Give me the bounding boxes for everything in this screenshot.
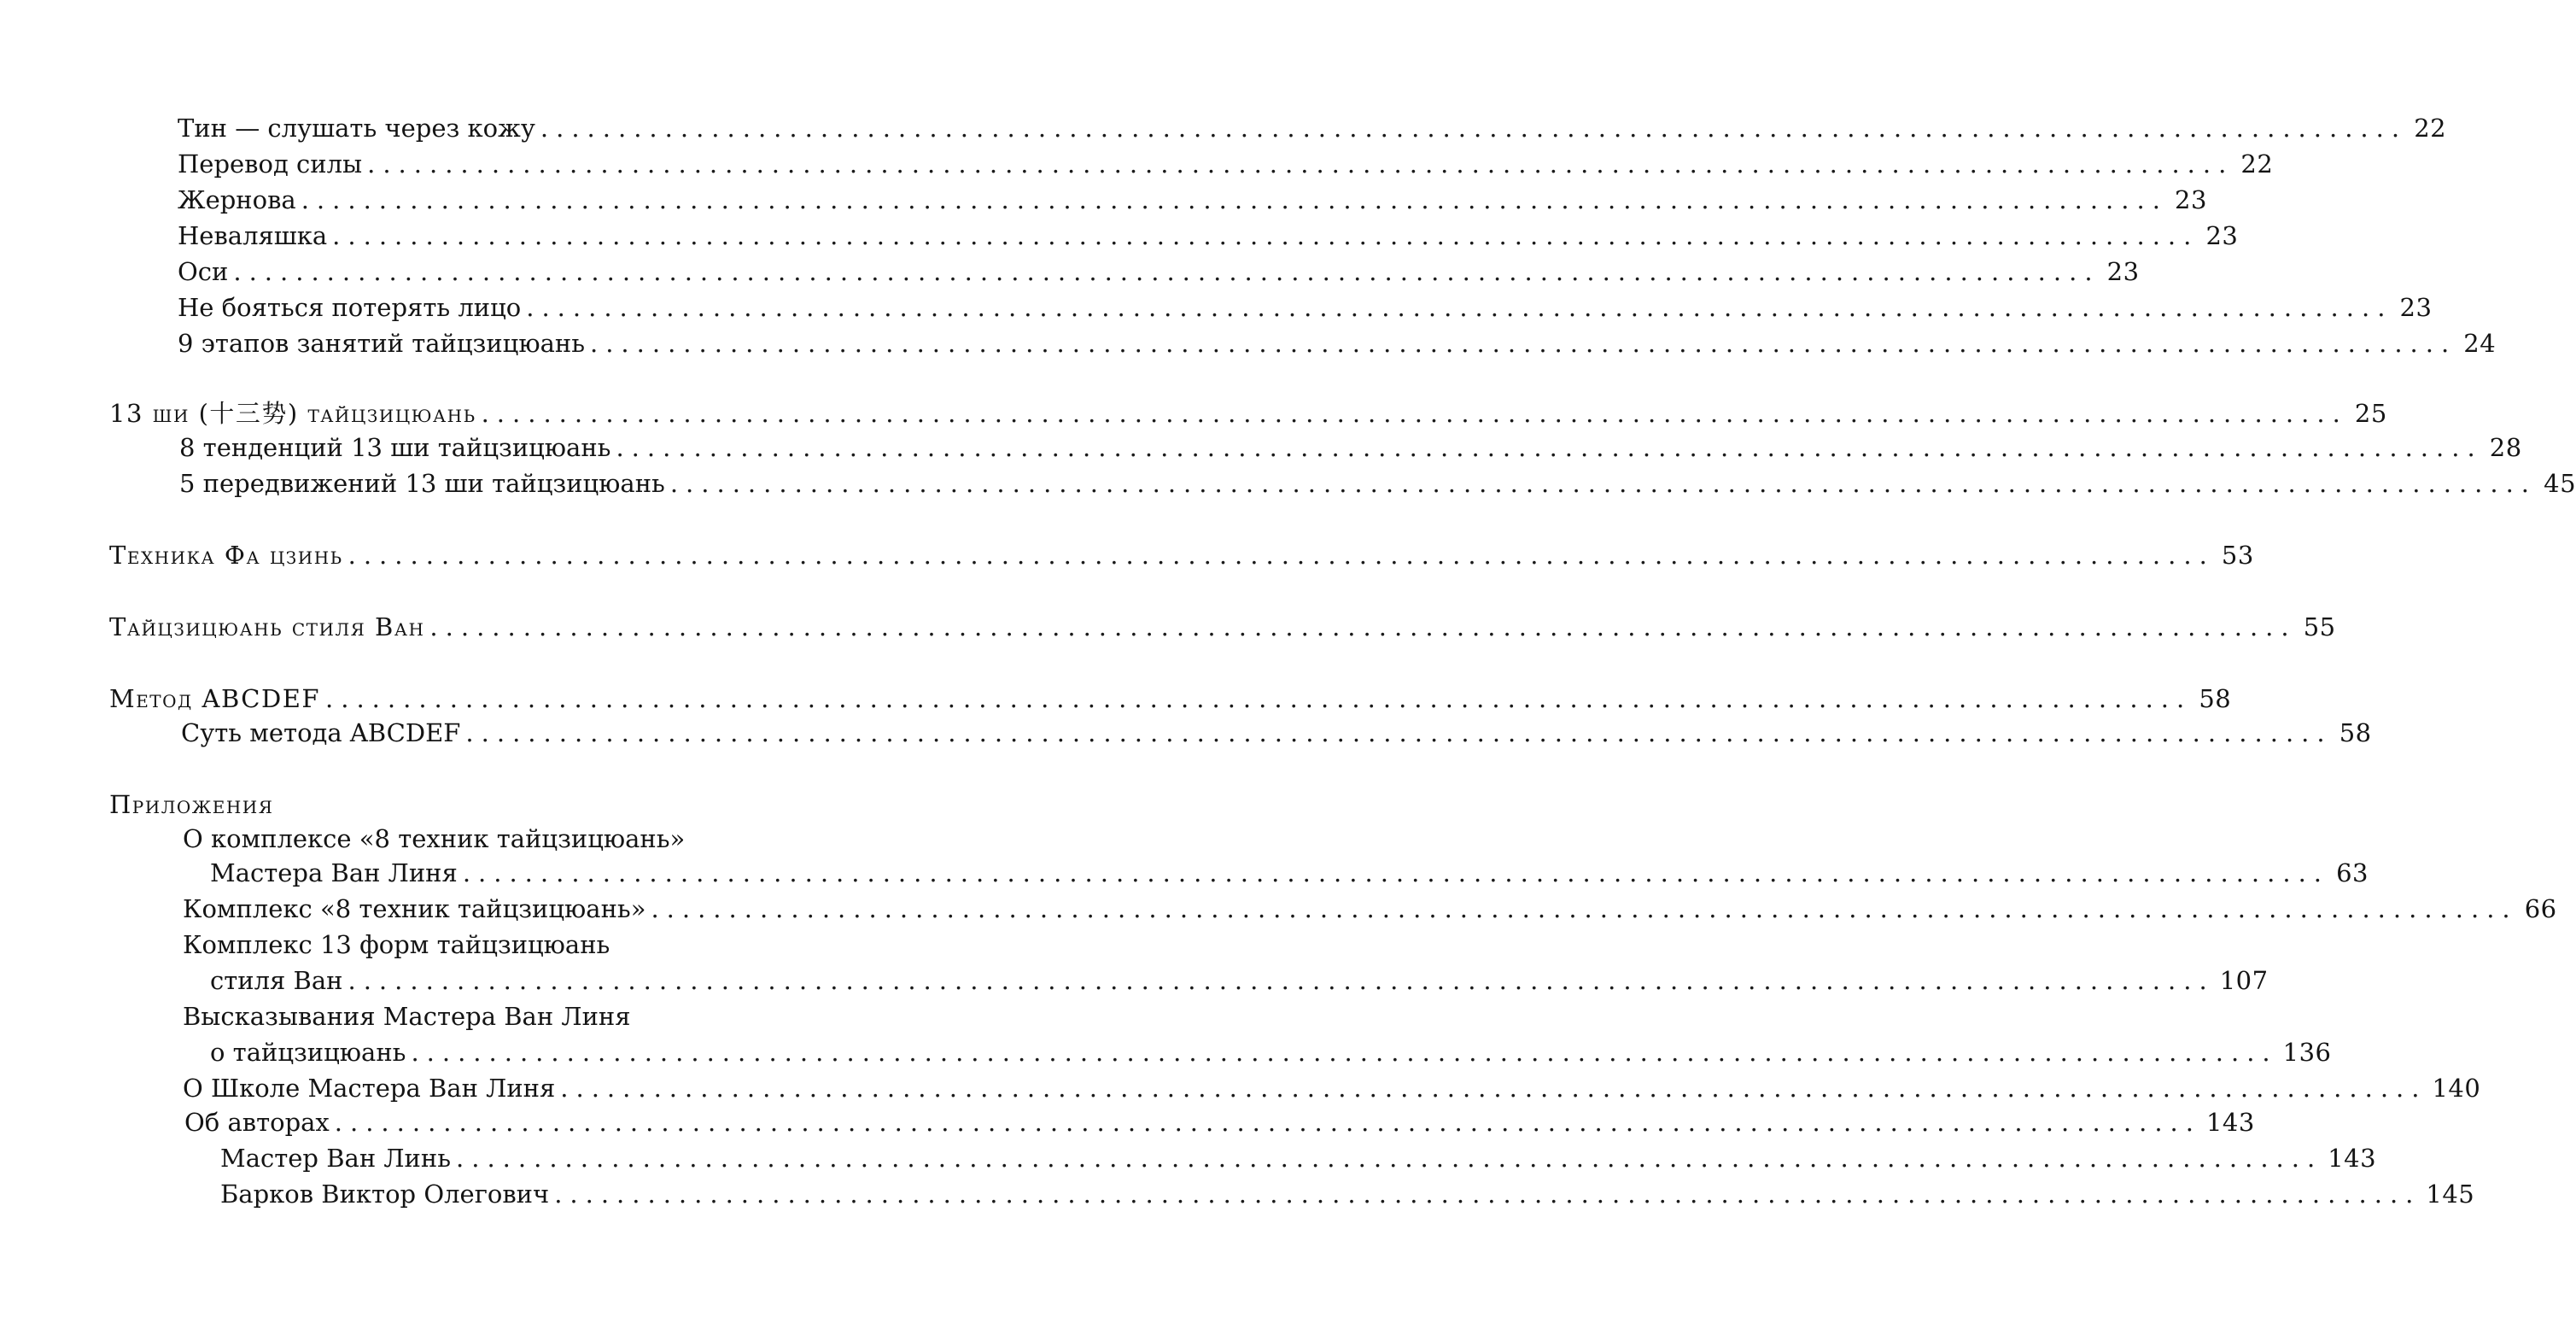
dot-leader: ........................................................................................................................ — [367, 149, 2234, 179]
toc-entry-title: Мастера Ван Линя — [210, 858, 458, 887]
toc-entry-title-line: Комплекс 13 форм тайцзицюань — [183, 930, 610, 959]
toc-section-entry — [109, 610, 2336, 644]
dot-leader: ........................................................................................................................ — [429, 612, 2297, 641]
dot-leader: ........................................................................................................................ — [554, 1180, 2421, 1209]
dot-leader: ........................................................................................................................ — [334, 1108, 2201, 1137]
toc-section-entry — [109, 538, 2254, 572]
toc-entry-title-line: О комплексе «8 техник тайцзицюань» — [183, 824, 686, 853]
toc-entry-title: Неваляшка — [178, 221, 328, 250]
toc-entry-title: Комплекс «8 техник тайцзицюань» — [183, 894, 646, 923]
toc-entry-page: 66 — [2524, 894, 2557, 923]
toc-entry-page: 143 — [2205, 1108, 2255, 1137]
dot-leader: ........................................................................................................................ — [348, 541, 2215, 570]
dot-leader: ........................................................................................................................ — [332, 221, 2199, 250]
dot-leader: ........................................................................................................................ — [456, 1144, 2323, 1173]
dot-leader: ........................................................................................................................ — [590, 329, 2457, 358]
toc-entry-title: Об авторах — [184, 1108, 330, 1137]
toc-entry-page: 45 — [2544, 469, 2576, 498]
dot-leader: ........................................................................................................................ — [465, 718, 2333, 747]
dot-leader: ........................................................................................................................ — [325, 684, 2193, 713]
toc-entry-page: 53 — [2221, 541, 2254, 570]
toc-entry — [178, 219, 2239, 253]
dot-leader: ........................................................................................................................ — [411, 1038, 2278, 1067]
dot-leader: ........................................................................................................................ — [348, 966, 2215, 995]
toc-entry-title: 8 тенденций 13 ши тайцзицюань — [179, 433, 611, 462]
toc-entry-page: 63 — [2336, 858, 2369, 887]
toc-entry — [178, 326, 2497, 360]
toc-entry-title: О Школе Мастера Ван Линя — [183, 1074, 556, 1103]
toc-entry-page: 25 — [2354, 399, 2387, 428]
dot-leader: ........................................................................................................................ — [560, 1074, 2427, 1103]
toc-entry-page: 55 — [2303, 612, 2336, 641]
dot-leader: ........................................................................................................................ — [651, 894, 2518, 923]
dot-leader: ........................................................................................................................ — [540, 114, 2408, 143]
toc-section-entry — [109, 682, 2232, 716]
toc-entry-title: Не бояться потерять лицо — [178, 293, 522, 322]
toc-entry — [183, 892, 2557, 926]
toc-entry-title: Тин — слушать через кожу — [178, 114, 535, 143]
toc-entry-title: Тайцзицюань стиля Ван — [109, 612, 425, 641]
toc-entry-page: 24 — [2463, 329, 2497, 358]
toc-entry-title: Суть метода ABCDEF — [181, 718, 461, 747]
toc-entry — [183, 1071, 2481, 1105]
toc-entry-page: 136 — [2282, 1038, 2332, 1067]
toc-entry — [178, 111, 2447, 145]
toc-entry-page: 28 — [2489, 433, 2522, 462]
toc-entry-title: Мастер Ван Линь — [220, 1144, 452, 1173]
toc-entry-page: 145 — [2426, 1180, 2475, 1209]
toc-entry-page: 22 — [2240, 149, 2274, 179]
toc-entry-title: стиля Ван — [210, 966, 343, 995]
toc-entry-page: 143 — [2328, 1144, 2377, 1173]
toc-entry — [178, 147, 2274, 181]
toc-entry — [210, 1035, 2332, 1069]
toc-entry-title: Перевод силы — [178, 149, 363, 179]
dot-leader: ........................................................................................................................ — [669, 469, 2538, 498]
dot-leader: ........................................................................................................................ — [526, 293, 2393, 322]
toc-entry-title: Барков Виктор Олегович — [220, 1180, 550, 1209]
dot-leader: ........................................................................................................................ — [462, 858, 2330, 887]
dot-leader: ........................................................................................................................ — [233, 257, 2100, 286]
toc-entry — [178, 255, 2140, 289]
toc-entry-title: Оси — [178, 257, 229, 286]
dot-leader: ........................................................................................................................ — [616, 433, 2483, 462]
toc-entry — [179, 466, 2576, 501]
toc-entry — [210, 856, 2369, 890]
toc-entry-title: Техника Фа цзинь — [109, 541, 343, 570]
toc-entry-page: 58 — [2339, 718, 2372, 747]
toc-entry-title: Метод ABCDEF — [109, 684, 321, 713]
toc-entry-title: Жернова — [178, 185, 296, 214]
toc-entry — [181, 716, 2372, 750]
toc-entry-page: 107 — [2219, 966, 2269, 995]
toc-entry — [184, 1105, 2255, 1139]
toc-entry-title: 5 передвижений 13 ши тайцзицюань — [179, 469, 665, 498]
dot-leader: ........................................................................................................................ — [301, 185, 2168, 214]
toc-entry — [178, 290, 2433, 325]
toc-entry-page: 140 — [2432, 1074, 2481, 1103]
toc-entry-title-line: Высказывания Мастера Ван Линя — [183, 1002, 631, 1031]
toc-entry-title: о тайцзицюань — [210, 1038, 406, 1067]
toc-entry — [179, 430, 2522, 465]
toc-entry-page: 23 — [2175, 185, 2207, 214]
toc-entry — [178, 183, 2207, 217]
toc-section-heading: Приложения — [109, 790, 274, 819]
toc-entry-page: 23 — [2205, 221, 2239, 250]
toc-entry-page: 22 — [2414, 114, 2447, 143]
toc-entry-page: 23 — [2106, 257, 2140, 286]
toc-entry-page: 58 — [2199, 684, 2232, 713]
dot-leader: ........................................................................................................................ — [481, 399, 2348, 428]
toc-entry — [220, 1177, 2475, 1211]
toc-entry — [210, 963, 2269, 998]
toc-section-entry — [109, 396, 2387, 430]
toc-entry — [220, 1141, 2377, 1175]
toc-entry-title: 9 этапов занятий тайцзицюань — [178, 329, 585, 358]
toc-entry-title: 13 ши (十三势) тайцзицюань — [109, 399, 476, 428]
toc-entry-page: 23 — [2399, 293, 2433, 322]
